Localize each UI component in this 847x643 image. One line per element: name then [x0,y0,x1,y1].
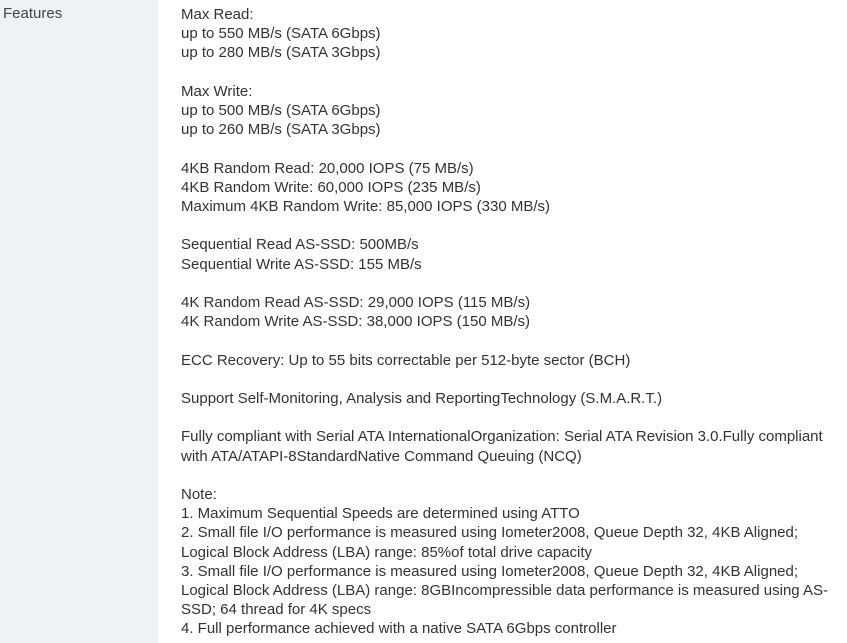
spec-line: Max Write: [181,82,253,100]
spec-line: ECC Recovery: Up to 55 bits correctable per 512-byte sector (BCH) [181,351,631,369]
spec-line: up to 500 MB/s (SATA 6Gbps) [181,102,381,119]
ecc-block [181,351,847,370]
random-4kb-block [181,159,847,217]
note-item: 2. Small file I/O performance is measured using Iometer2008, Queue Depth 32, 4KB Aligned; Logical Block Address (LBA) range: 85%of total drive capacity [181,524,799,561]
spec-line: Maximum 4KB Random Write: 85,000 IOPS (330 MB/s) [181,198,551,215]
spec-line: 4K Random Read AS-SSD: 29,000 IOPS (115 MB/s) [181,293,531,311]
spec-line: Sequential Write AS-SSD: 155 MB/s [181,255,422,273]
note-item: 1. Maximum Sequential Speeds are determined using ATTO [181,505,580,523]
compliance-block [181,427,847,465]
spec-line: Max Read: [181,6,254,23]
note-heading: Note: [181,485,217,503]
spec-line: 4KB Random Write: 60,000 IOPS (235 MB/s) [181,178,481,196]
spec-line: up to 550 MB/s (SATA 6Gbps) [181,25,381,43]
spec-line: up to 260 MB/s (SATA 3Gbps) [181,121,381,139]
features-value [158,0,847,643]
max-write-block [181,82,847,140]
spec-line: 4KB Random Read: 20,000 IOPS (75 MB/s) [181,159,474,177]
random-4k-as-ssd-block [181,293,847,331]
spec-line: up to 280 MB/s (SATA 3Gbps) [181,44,381,62]
notes-block [181,485,847,639]
spec-line: 4K Random Write AS-SSD: 38,000 IOPS (150 MB/s) [181,313,531,331]
sequential-as-ssd-block [181,235,847,273]
note-item: 4. Full performance achieved with a native SATA 6Gbps controller [181,620,617,638]
spec-line: Sequential Read AS-SSD: 500MB/s [181,236,419,254]
spec-line: Fully compliant with Serial ATA InternationalOrganization: Serial ATA Revision 3.0.Fully compliant with ATA/ATAPI-8StandardNative Command Queuing (NCQ) [181,428,823,465]
spec-line: Support Self-Monitoring, Analysis and ReportingTechnology (S.M.A.R.T.) [181,389,663,407]
max-read-block [181,5,847,63]
smart-block [181,389,847,408]
note-item: 3. Small file I/O performance is measured using Iometer2008, Queue Depth 32, 4KB Aligned; Logical Block Address (LBA) range: 8GBIncompressible data performance is measured using AS-SSD; 64 thread for 4K specs [181,562,828,619]
features-label: Features [0,0,158,643]
